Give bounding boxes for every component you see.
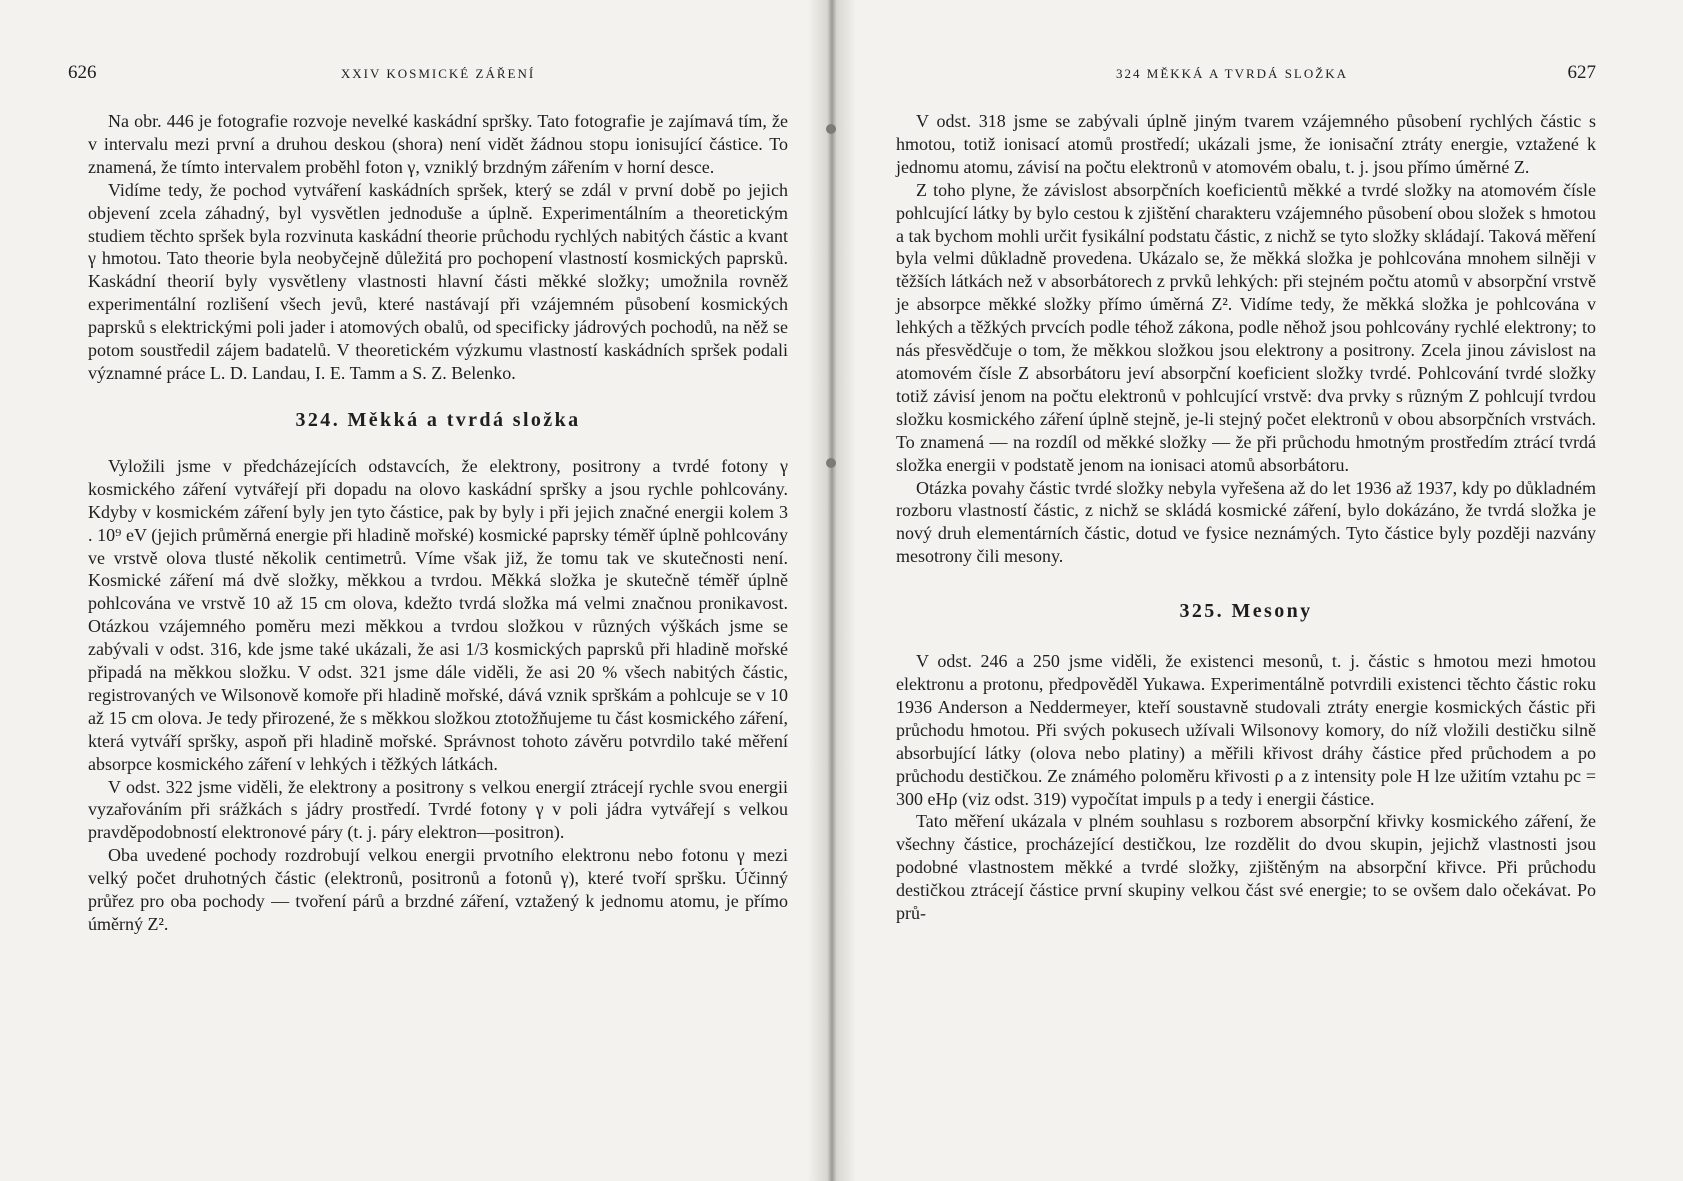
running-head: [896, 62, 1596, 86]
paragraph: V odst. 246 a 250 jsme viděli, že existenci mesonů, t. j. částic s hmotou mezi hmotou elektronu a protonu, předpověděl Yukawa. Experimentálně potvrdili existenci těchto částic roku 1936 Anderson a Neddermeyer, kteří soustavně studovali ztráty energie kosmických částic při průchodu hmotou. Při svých pokusech užívali Wilsonovy komory, do níž vložili destičku silně absorbující látky (olova nebo platiny) a měřili křivost dráhy částice před průchodem a po průchodu destičkou. Ze známého poloměru křivosti ρ a z intensity pole H lze užitím vztahu pc = 300 eHρ (viz odst. 319) vypočítat impuls p a tedy i energii částice.: [896, 651, 1596, 809]
running-head-title: 324 MĚKKÁ A TVRDÁ SLOŽKA: [1116, 66, 1348, 81]
binding-staple-mark: [826, 124, 836, 134]
book-gutter: [808, 0, 856, 1181]
page-body: [896, 110, 1596, 925]
right-page: [896, 0, 1596, 1181]
page-body: [88, 110, 788, 936]
binding-staple-mark: [826, 458, 836, 468]
paragraph: Z toho plyne, že závislost absorpčních koeficientů měkké a tvrdé složky na atomovém čísle pohlcující látky by bylo cestou k zjištění charakteru vzájemného působení obou složek s hmotou a tak bychom mohli určit fysikální podstatu částic, z nichž se tyto složky skládají. Taková měření byla velmi důkladně provedena. Ukázalo se, že měkká složka je pohlcována mnohem silněji v těžších látkách než v absorbátorech z prvků lehkých: při stejném počtu atomů v absorpční vrstvě je absorpce měkké složky přímo úměrná Z². Vidíme tedy, že měkká složka je pohlcována v lehkých a těžkých prvcích podle téhož zákona, podle něhož jsou pohlcovány rychlé elektrony; to nás přesvědčuje o tom, že měkkou složkou jsou elektrony a positrony. Zcela jinou závislost na atomovém čísle Z absorbátoru jeví absorpční koeficient složky tvrdé. Pohlcování tvrdé složky totiž závisí jenom na počtu elektronů v pohlcující vrstvě: dva prvky s různým Z pohlcují tvrdou složku kosmického záření úplně stejně, je-li stejný počet elektronů v obou absorpčních vrstvách. To znamená — na rozdíl od měkké složky — že při průchodu hmotným prostředím ztrácí tvrdá složka energii v podstatě jenom na ionisaci atomů absorbátoru.: [896, 179, 1596, 475]
page-number: 627: [1567, 62, 1596, 83]
running-head: [68, 62, 788, 86]
paragraph: V odst. 322 jsme viděli, že elektrony a positrony s velkou energií ztrácejí rychle svou energii vyzařováním při srážkách s jádry prostředí. Tvrdé fotony γ v poli jádra vytvářejí s velkou pravděpodobností elektronové páry (t. j. páry elektron—positron).: [88, 776, 788, 843]
paragraph: Vidíme tedy, že pochod vytváření kaskádních spršek, který se zdál v první době po jejich objevení zcela záhadný, byl vysvětlen jednoduše a úplně. Experimentálním a theoretickým studiem těchto spršek byla rozvinuta kaskádní theorie průchodu rychlých nabitých částic a kvant γ hmotou. Tato theorie byla neobyčejně důležitá pro pochopení vlastností kosmických paprsků. Kaskádní theorií byly vysvětleny vlastnosti hlavní části měkké složky; umožnila rovněž experimentální rozlišení všech jevů, které nastávají při vzájemném působení kosmických paprsků s elektrickými poli jader i atomových obalů, od specificky jádrových pochodů, na něž se potom soustředil zájem badatelů. V theoretickém výzkumu vlastností kaskádních spršek podali významné práce L. D. Landau, I. E. Tamm a S. Z. Belenko.: [88, 179, 788, 383]
paragraph: Otázka povahy částic tvrdé složky nebyla vyřešena až do let 1936 až 1937, kdy po důkladném rozboru vlastností částic, z nichž se skládá kosmické záření, bylo dokázáno, že tvrdá složka je nový druh elementárních částic, dotud ve fysice neznámých. Tyto částice byly později nazvány mesotrony čili mesony.: [896, 477, 1596, 567]
paragraph: Tato měření ukázala v plném souhlasu s rozborem absorpční křivky kosmického záření, že všechny částice, procházející destičkou, lze rozdělit do dvou skupin, jejichž vlastnosti jsou podobné vlastnostem měkké a tvrdé složky, zjištěným na absorpční křivce. Při průchodu destičkou ztrácejí částice první skupiny velkou část své energie; to se ovšem dalo očekávat. Po prů-: [896, 811, 1596, 924]
paragraph: Vyložili jsme v předcházejících odstavcích, že elektrony, positrony a tvrdé fotony γ kosmického záření vytvářejí při dopadu na olovo kaskádní spršky a jsou rychle pohlcovány. Kdyby v kosmickém záření byly jen tyto částice, pak by byly i při jejich značné energii kolem 3 . 10⁹ eV (jejich průměrná energie při hladině mořské) kosmické paprsky téměř úplně pohlcovány ve vrstvě olova tlusté několik centimetrů. Víme však již, že tomu tak ve skutečnosti není. Kosmické záření má dvě složky, měkkou a tvrdou. Měkká složka je skutečně téměř úplně pohlcována ve vrstvě 10 až 15 cm olova, kdežto tvrdá složka má velmi značnou pronikavost. Otázkou vzájemného poměru mezi měkkou a tvrdou složkou v různých výškách jsme se zabývali v odst. 316, kde jsme také ukázali, že asi 1/3 kosmických paprsků při hladině mořské připadá na měkkou složku. V odst. 321 jsme dále viděli, že asi 20 % všech nabitých částic, registrovaných ve Wilsonově komoře při hladině mořské, dává vznik sprškám a pohlcuje se v 10 až 15 cm olova. Je tedy přirozené, že s měkkou složkou ztotožňujeme tu část kosmického záření, která vytváří spršky, aspoň při hladině mořské. Správnost tohoto závěru potvrdilo také měření absorpce kosmického záření v lehkých i těžkých látkách.: [88, 455, 788, 774]
section-title: 325. Mesony: [1179, 600, 1313, 623]
page-number: 626: [68, 62, 97, 83]
paragraph: V odst. 318 jsme se zabývali úplně jiným tvarem vzájemného působení rychlých částic s hmotou, totiž ionisací atomů prostředí; ukázali jsme, že ionisační ztráty energie, vztažené k jednomu atomu, závisí na počtu elektronů v atomovém obalu, t. j. jsou přímo úměrné Z.: [896, 111, 1596, 177]
paragraph: Na obr. 446 je fotografie rozvoje nevelké kaskádní spršky. Tato fotografie je zajímavá tím, že v intervalu mezi první a druhou deskou (shora) není vidět žádnou stopu ionisující částice. To znamená, že tímto intervalem proběhl foton γ, vzniklý brzdným zářením v horní desce.: [88, 111, 788, 177]
paragraph: Oba uvedené pochody rozdrobují velkou energii prvotního elektronu nebo fotonu γ mezi velký počet druhotných částic (elektronů, positronů a fotonů γ), které tvoří spršku. Účinný průřez pro oba pochody — tvoření párů a brzdné záření, vztažený k jednomu atomu, je přímo úměrný Z².: [88, 845, 788, 934]
left-page: [68, 0, 788, 1181]
section-title: 324. Měkká a tvrdá složka: [295, 408, 581, 431]
running-head-title: XXIV KOSMICKÉ ZÁŘENÍ: [340, 66, 536, 81]
